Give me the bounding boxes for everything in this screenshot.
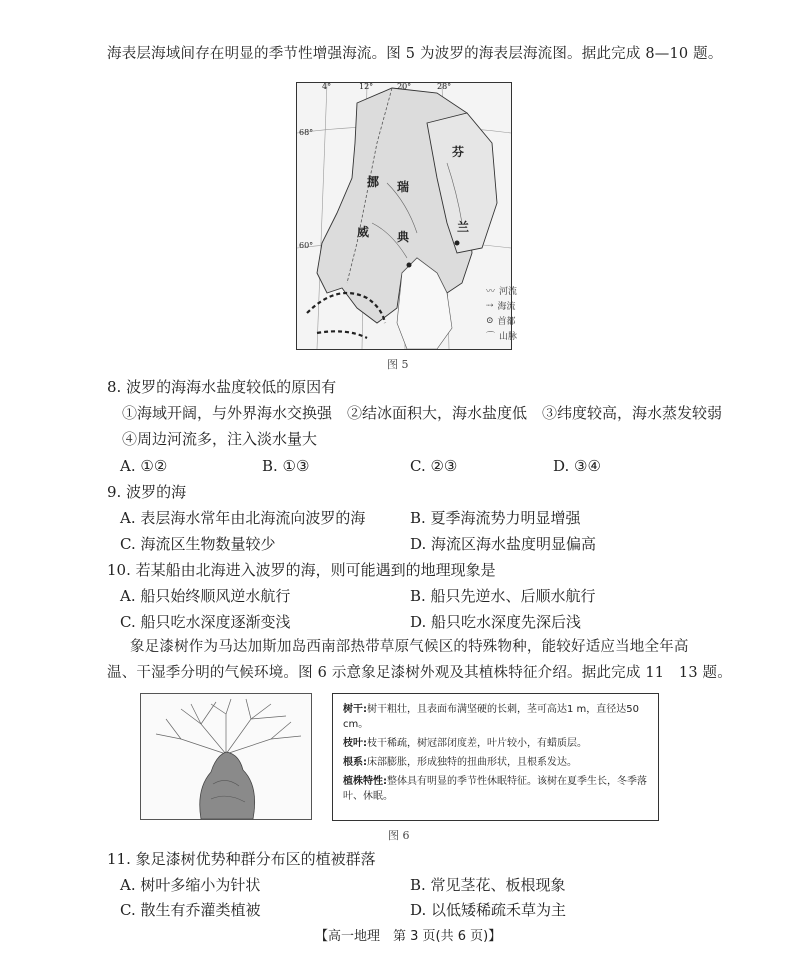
figure-6-caption: 图 6 bbox=[388, 829, 410, 842]
river-icon: 〰 bbox=[486, 287, 496, 297]
map-legend bbox=[486, 283, 556, 343]
lon-label: 28° bbox=[437, 82, 452, 91]
lon-label: 20° bbox=[397, 82, 412, 91]
lat-label: 60° bbox=[299, 241, 314, 250]
country-label: 威 bbox=[357, 225, 370, 239]
legend-item-mountain: ⌒ 山脉 bbox=[486, 328, 556, 343]
tree-drawing bbox=[141, 694, 311, 819]
q10-stem: 10. 若某船由北海进入波罗的海，则可能遇到的地理现象是 bbox=[107, 561, 496, 579]
lat-label: 68° bbox=[299, 128, 314, 137]
q8-choice-b: B. ①③ bbox=[262, 457, 310, 475]
q11-choice-c: C. 散生有乔灌类植被 bbox=[120, 901, 261, 919]
q8-choice-c: C. ②③ bbox=[410, 457, 458, 475]
map-drawing bbox=[297, 83, 511, 349]
q10-choice-a: A. 船只始终顺风逆水航行 bbox=[120, 587, 291, 605]
q10-choice-b: B. 船只先逆水、后顺水航行 bbox=[410, 587, 596, 605]
figure-5-caption: 图 5 bbox=[387, 358, 409, 371]
intro-paragraph-1: 海表层海域间存在明显的季节性增强海流。图 5 为波罗的海表层海流图。据此完成 8—10 题。 bbox=[107, 46, 723, 62]
lon-label: 4° bbox=[322, 82, 332, 91]
page-footer: 【高一地理 第 3 页(共 6 页)】 bbox=[315, 929, 502, 944]
baltic-sea-current-map bbox=[296, 82, 512, 350]
q11-choice-d: D. 以低矮稀疏禾草为主 bbox=[410, 901, 567, 919]
capital-icon: ⊙ bbox=[486, 315, 494, 326]
q8-options-line2: ④周边河流多，注入淡水量大 bbox=[122, 430, 318, 448]
q8-choice-a: A. ①② bbox=[120, 457, 168, 475]
q11-choice-b: B. 常见茎花、板根现象 bbox=[410, 876, 566, 894]
q9-choice-c: C. 海流区生物数量较少 bbox=[120, 535, 276, 553]
root-feature: 根系:床部膨胀，形成独特的扭曲形状，且根系发达。 bbox=[343, 757, 577, 768]
tree-feature-card bbox=[332, 693, 659, 821]
branch-feature: 枝叶:枝干稀疏，树冠部闭度差，叶片较小，有蜡质层。 bbox=[343, 738, 587, 749]
q10-choice-d: D. 船只吃水深度先深后浅 bbox=[410, 613, 582, 631]
country-label: 兰 bbox=[457, 220, 470, 234]
intro-paragraph-2-line1: 象足漆树作为马达加斯加岛西南部热带草原气候区的特殊物种，能较好适应当地全年高 bbox=[130, 639, 689, 655]
plant-feature: 植株特性:整体具有明显的季节性休眠特征。该树在夏季生长，冬季落叶、休眠。 bbox=[343, 776, 647, 802]
q11-choice-a: A. 树叶多缩小为针状 bbox=[120, 876, 261, 894]
q10-choice-c: C. 船只吃水深度逐渐变浅 bbox=[120, 613, 291, 631]
mountain-icon: ⌒ bbox=[486, 332, 496, 342]
legend-item-current: ⇢ 海流 bbox=[486, 300, 516, 312]
country-label: 芬 bbox=[452, 145, 465, 159]
q9-choice-a: A. 表层海水常年由北海流向波罗的海 bbox=[120, 509, 366, 527]
q8-choice-d: D. ③④ bbox=[553, 457, 601, 475]
q11-stem: 11. 象足漆树优势种群分布区的植被群落 bbox=[107, 850, 376, 868]
intro-paragraph-2-line2: 温、干湿季分明的气候环境。图 6 示意象足漆树外观及其植株特征介绍。据此完成 11 13 题。 bbox=[107, 665, 732, 681]
q9-choice-b: B. 夏季海流势力明显增强 bbox=[410, 509, 581, 527]
country-label: 瑞 bbox=[397, 180, 410, 194]
q8-stem: 8. 波罗的海海水盐度较低的原因有 bbox=[107, 378, 337, 396]
lon-label: 12° bbox=[359, 82, 374, 91]
country-label: 典 bbox=[397, 230, 410, 244]
q9-choice-d: D. 海流区海水盐度明显偏高 bbox=[410, 535, 597, 553]
legend-item-river: 〰 河流 bbox=[486, 283, 556, 298]
current-arrow-icon: ⇢ bbox=[486, 300, 494, 311]
q8-options-line1: ①海域开阔，与外界海水交换强 ②结冰面积大，海水盐度低 ③纬度较高，海水蒸发较弱 bbox=[122, 404, 723, 422]
elephant-foot-tree-image bbox=[140, 693, 312, 820]
q9-stem: 9. 波罗的海 bbox=[107, 483, 187, 501]
legend-item-capital: ⊙ 首都 bbox=[486, 315, 516, 327]
trunk-feature: 树干:树干粗壮，且表面布满坚硬的长刺，茎可高达1 m，直径达50 cm。 bbox=[343, 704, 640, 730]
country-label: 挪 bbox=[367, 175, 380, 189]
